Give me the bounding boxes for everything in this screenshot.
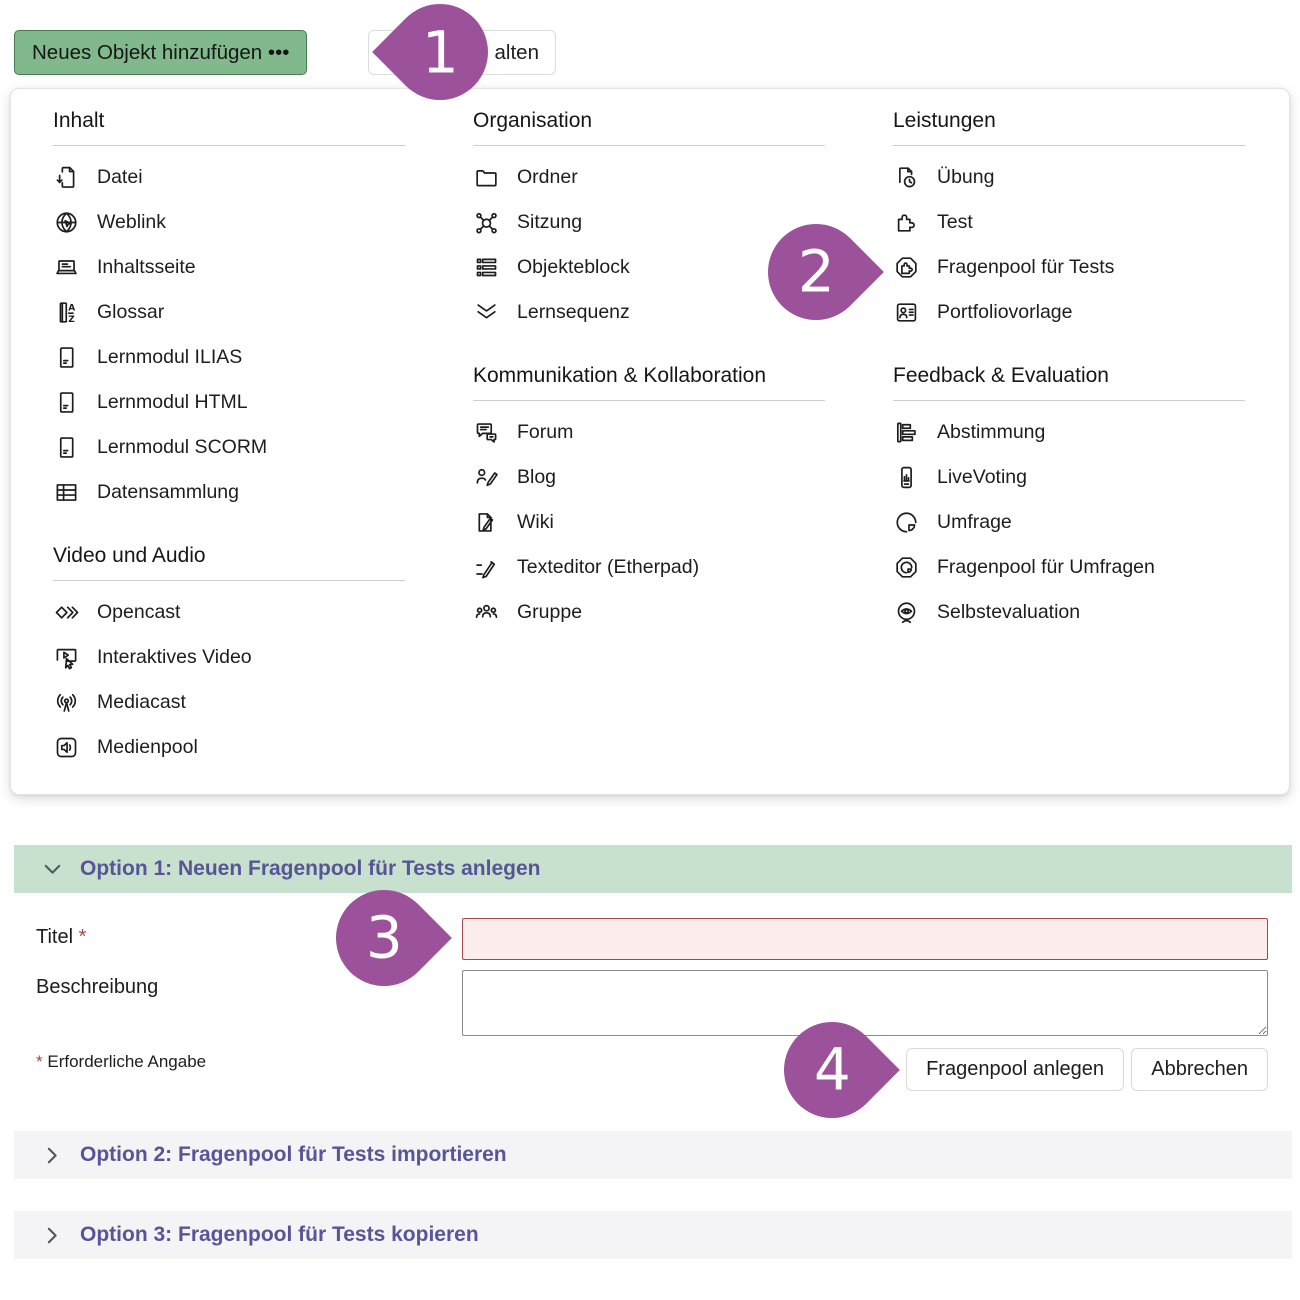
add-new-object-button[interactable]: [14, 30, 307, 75]
menu-item-texteditor[interactable]: Texteditor (Etherpad): [473, 545, 825, 590]
menu-section-inhalt: [53, 107, 405, 515]
data-table-icon: [53, 479, 80, 506]
bar-chart-icon: [893, 419, 920, 446]
dropdown-column-1: [53, 107, 405, 770]
double-chevron-down-icon: [473, 299, 500, 326]
file-download-icon: [53, 164, 80, 191]
menu-section-feedback: [893, 362, 1245, 635]
clipboard-clock-icon: [893, 164, 920, 191]
section-title-inhalt: Inhalt: [53, 107, 405, 146]
titel-input[interactable]: [462, 918, 1268, 960]
menu-item-lernmodul-ilias[interactable]: Lernmodul ILIAS: [53, 335, 405, 380]
section-title-leistungen: Leistungen: [893, 107, 1245, 146]
menu-item-medienpool[interactable]: Medienpool: [53, 725, 405, 770]
menu-item-forum[interactable]: Forum: [473, 410, 825, 455]
step-marker-1: 1: [372, 0, 508, 120]
required-asterisk: *: [36, 1052, 43, 1071]
menu-item-sitzung[interactable]: Sitzung: [473, 200, 825, 245]
menu-item-test[interactable]: Test: [893, 200, 1245, 245]
menu-section-leistungen: [893, 107, 1245, 335]
option1-accordion-header[interactable]: [14, 845, 1292, 893]
menu-section-kommunikation: [473, 362, 825, 635]
learning-module-icon: [53, 434, 80, 461]
menu-item-datensammlung[interactable]: Datensammlung: [53, 470, 405, 515]
menu-item-fragenpool-umfragen[interactable]: Fragenpool für Umfragen: [893, 545, 1245, 590]
menu-item-fragenpool-tests[interactable]: Fragenpool für Tests: [893, 245, 1245, 290]
menu-item-gruppe[interactable]: Gruppe: [473, 590, 825, 635]
pie-polygon-icon: [893, 554, 920, 581]
menu-item-selbstevaluation[interactable]: Selbstevaluation: [893, 590, 1245, 635]
menu-item-inhaltsseite[interactable]: Inhaltsseite: [53, 245, 405, 290]
menu-item-uebung[interactable]: Übung: [893, 155, 1245, 200]
chevron-right-icon: [40, 1223, 65, 1248]
step-marker-2: 2: [748, 204, 884, 340]
learning-module-icon: [53, 389, 80, 416]
menu-item-blog[interactable]: Blog: [473, 455, 825, 500]
laptop-page-icon: [53, 254, 80, 281]
person-pencil-icon: [473, 464, 500, 491]
speech-bubbles-icon: [473, 419, 500, 446]
menu-item-mediacast[interactable]: Mediacast: [53, 680, 405, 725]
section-title-kommunikation: Kommunikation & Kollaboration: [473, 362, 825, 401]
menu-item-umfrage[interactable]: Umfrage: [893, 500, 1245, 545]
dropdown-column-3: [893, 107, 1245, 635]
menu-section-video-audio: [53, 542, 405, 770]
id-card-icon: [893, 299, 920, 326]
menu-item-objekteblock[interactable]: Objekteblock: [473, 245, 825, 290]
pie-chart-icon: [893, 509, 920, 536]
puzzle-polygon-icon: [893, 254, 920, 281]
option3-title: Option 3: Fragenpool für Tests kopieren: [80, 1223, 479, 1246]
option2-accordion-header[interactable]: [14, 1131, 1292, 1179]
menu-item-ordner[interactable]: Ordner: [473, 155, 825, 200]
pencil-lines-icon: [473, 554, 500, 581]
option3-accordion-header[interactable]: [14, 1211, 1292, 1259]
page-pencil-icon: [473, 509, 500, 536]
eye-mirror-icon: [893, 599, 920, 626]
section-title-video-audio: Video und Audio: [53, 542, 405, 581]
required-asterisk: *: [78, 926, 87, 948]
learning-module-icon: [53, 344, 80, 371]
broadcast-antenna-icon: [53, 689, 80, 716]
menu-item-portfoliovorlage[interactable]: Portfoliovorlage: [893, 290, 1245, 335]
titel-label: Titel *: [36, 926, 87, 948]
option1-title: Option 1: Neuen Fragenpool für Tests anlegen: [80, 857, 541, 880]
create-questionpool-button[interactable]: Fragenpool anlegen: [906, 1048, 1124, 1091]
menu-section-organisation: [473, 107, 825, 335]
interactive-video-icon: [53, 644, 80, 671]
required-note: * Erforderliche Angabe: [36, 1052, 207, 1071]
people-group-icon: [473, 599, 500, 626]
menu-item-abstimmung[interactable]: Abstimmung: [893, 410, 1245, 455]
chevron-down-icon: [40, 857, 65, 882]
opencast-diamond-icon: [53, 599, 80, 626]
cancel-button[interactable]: Abbrechen: [1131, 1048, 1268, 1091]
chevron-right-icon: [40, 1143, 65, 1168]
speaker-icon: [53, 734, 80, 761]
menu-item-lernmodul-html[interactable]: Lernmodul HTML: [53, 380, 405, 425]
menu-item-datei[interactable]: Datei: [53, 155, 405, 200]
section-title-organisation: Organisation: [473, 107, 825, 146]
section-title-feedback: Feedback & Evaluation: [893, 362, 1245, 401]
menu-item-livevoting[interactable]: LiveVoting: [893, 455, 1245, 500]
add-new-object-label: Neues Objekt hinzufügen •••: [32, 40, 290, 64]
step-marker-4: 4: [764, 1002, 900, 1138]
session-network-icon: [473, 209, 500, 236]
globe-icon: [53, 209, 80, 236]
menu-item-lernsequenz[interactable]: Lernsequenz: [473, 290, 825, 335]
beschreibung-label: Beschreibung: [36, 976, 159, 998]
item-block-list-icon: [473, 254, 500, 281]
puzzle-icon: [893, 209, 920, 236]
menu-item-wiki[interactable]: Wiki: [473, 500, 825, 545]
menu-item-interaktives-video[interactable]: Interaktives Video: [53, 635, 405, 680]
beschreibung-textarea[interactable]: [462, 970, 1268, 1036]
menu-item-glossar[interactable]: Glossar: [53, 290, 405, 335]
menu-item-lernmodul-scorm[interactable]: Lernmodul SCORM: [53, 425, 405, 470]
folder-icon: [473, 164, 500, 191]
menu-item-opencast[interactable]: Opencast: [53, 590, 405, 635]
add-object-dropdown-panel: [10, 88, 1290, 795]
menu-item-weblink[interactable]: Weblink: [53, 200, 405, 245]
dropdown-column-2: [473, 107, 825, 635]
toolbar-partial-button-label: alten: [494, 40, 539, 64]
phone-chart-icon: [893, 464, 920, 491]
step-marker-3: 3: [316, 870, 452, 1006]
glossary-az-icon: [53, 299, 80, 326]
option2-title: Option 2: Fragenpool für Tests importieren: [80, 1143, 507, 1166]
